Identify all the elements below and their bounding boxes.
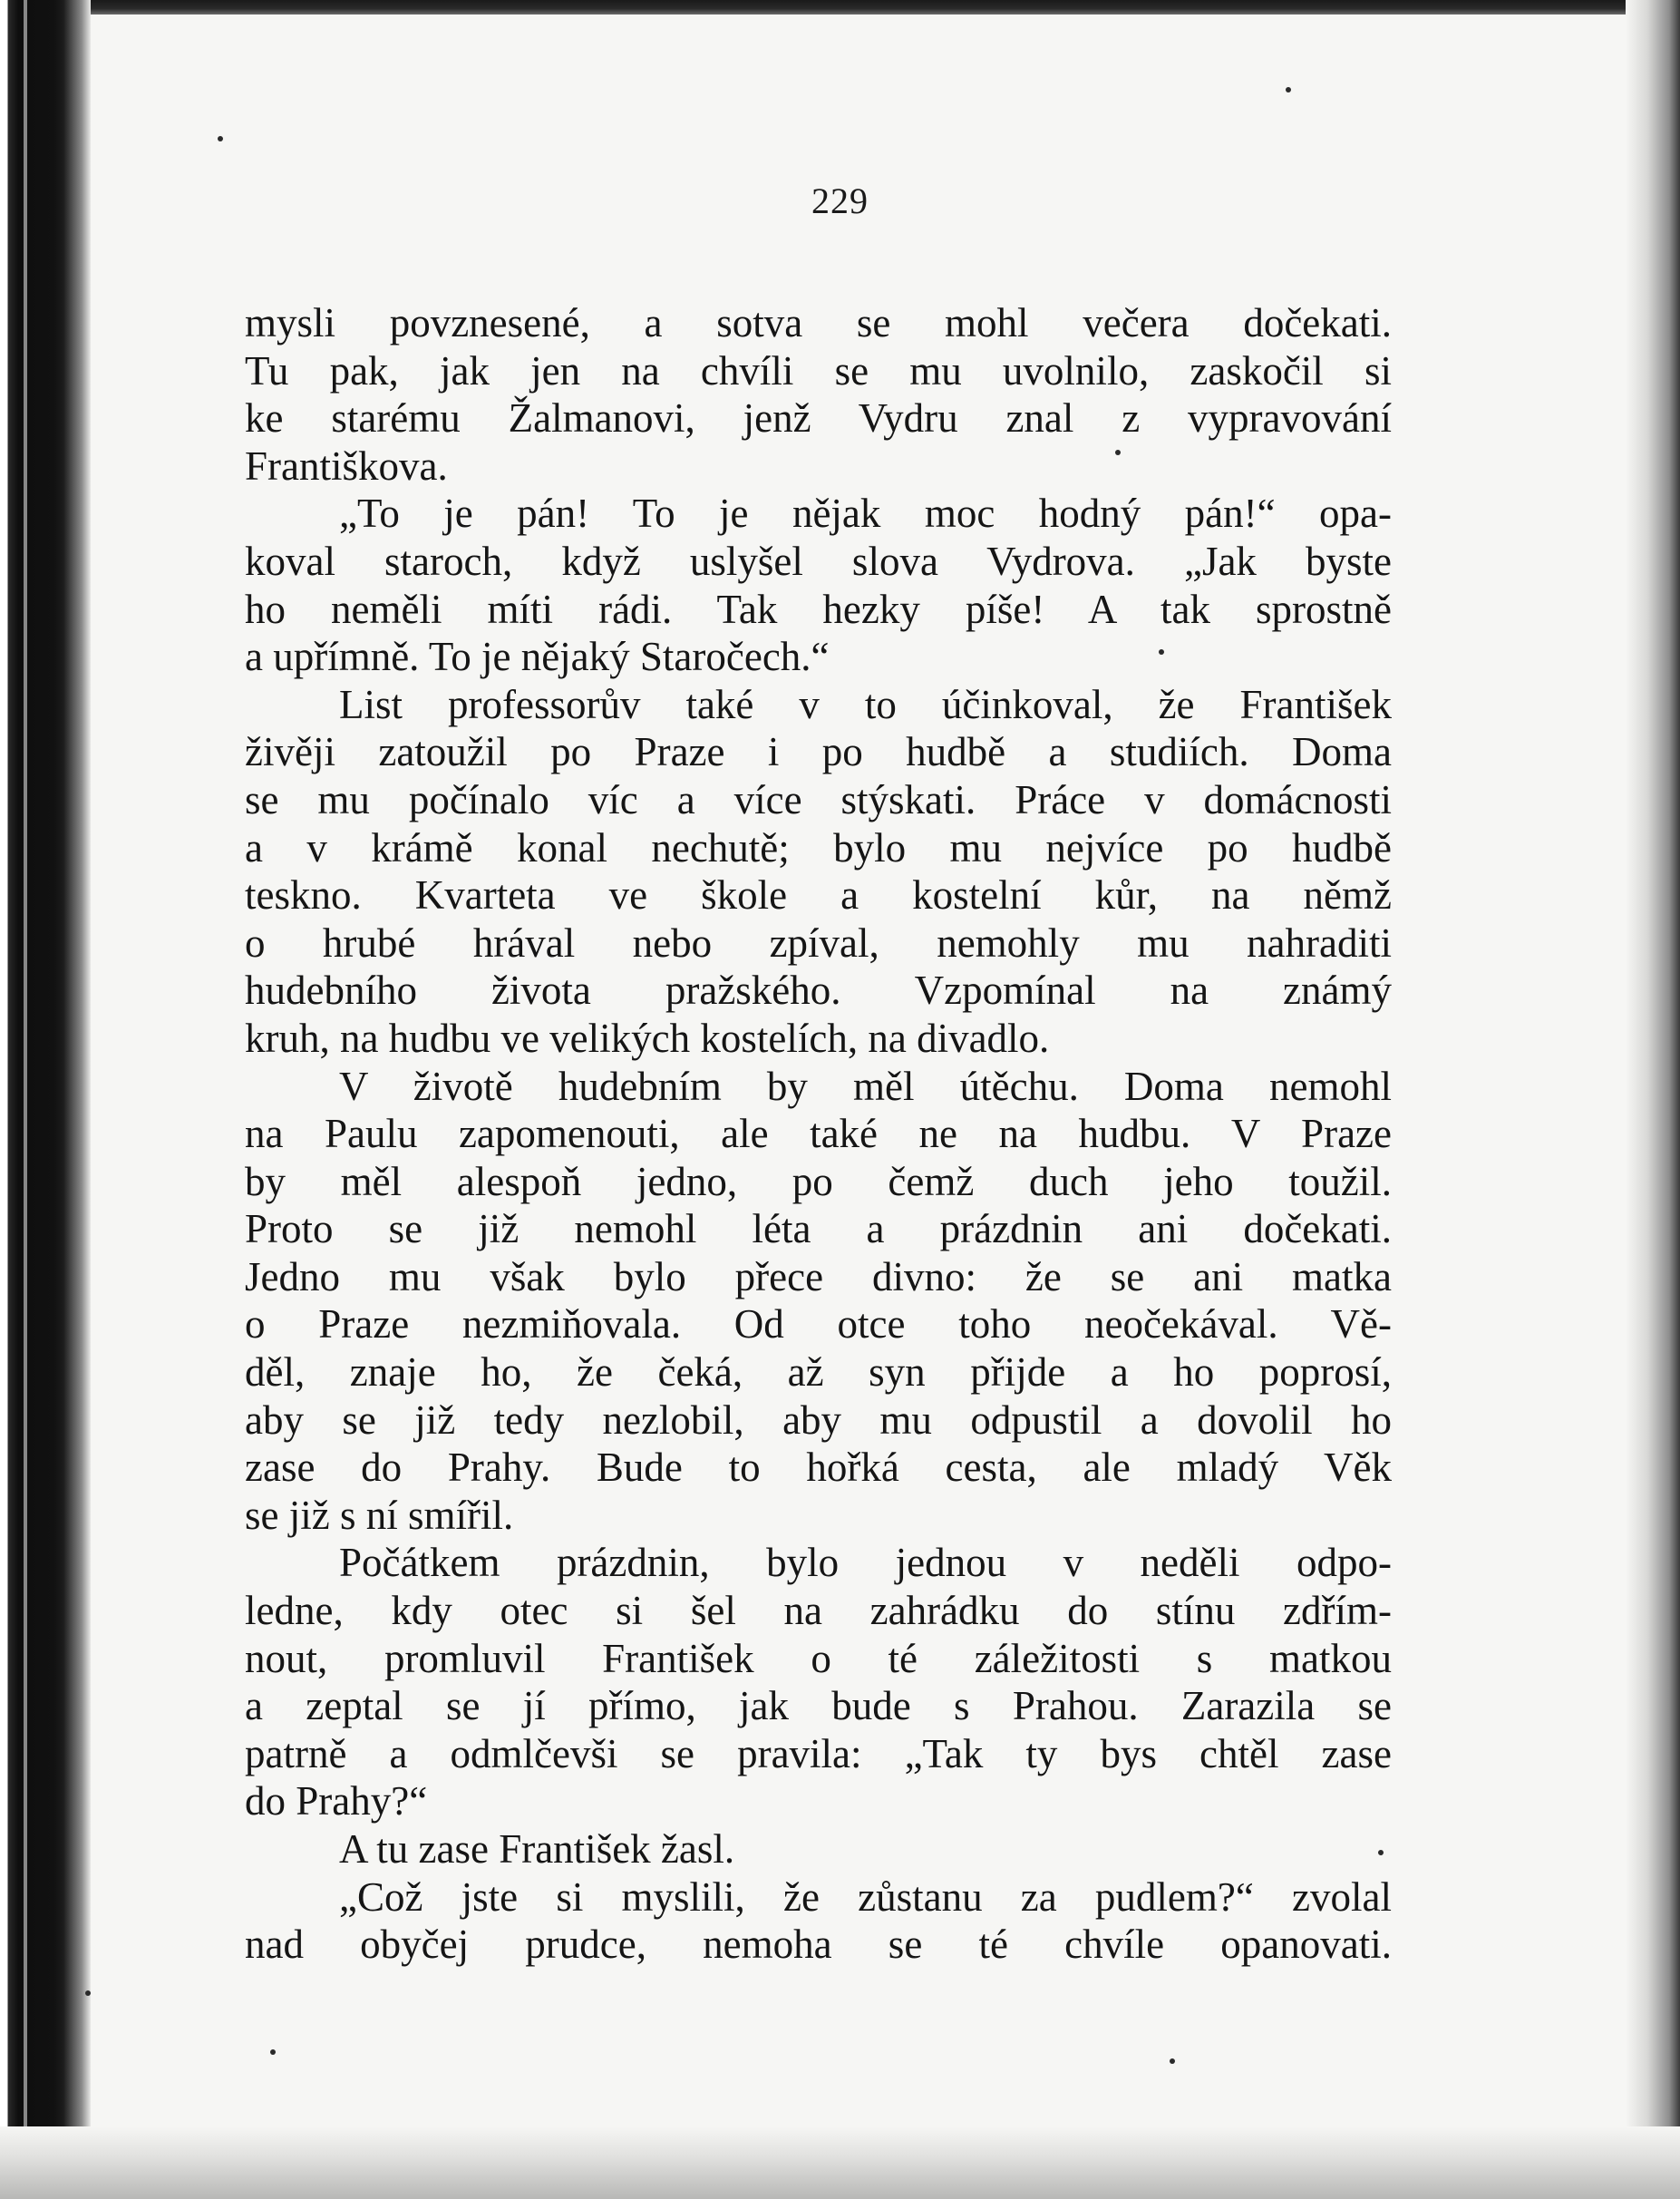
text-line: Proto se již nemohl léta a prázdnin ani dočekati. xyxy=(245,1206,1392,1252)
scan-speck xyxy=(1170,2058,1175,2064)
scan-binding-line xyxy=(24,0,27,2199)
text-line: Jedno mu však bylo přece divno: že se ani matka xyxy=(245,1253,1392,1299)
text-line: nout, promluvil František o té záležitosti s matkou xyxy=(245,1635,1392,1681)
text-line: teskno. Kvarteta ve škole a kostelní kůr, na němž xyxy=(245,872,1392,919)
text-line: „To je pán! To je nějak moc hodný pán!“ opa- xyxy=(339,491,1392,537)
scan-speck xyxy=(1286,87,1291,92)
text-line: živěji zatoužil po Praze i po hudbě a studiích. Doma xyxy=(245,729,1392,775)
scan-right-edge xyxy=(1626,0,1680,2199)
text-line: List professorův také v to účinkoval, že František xyxy=(339,681,1392,727)
text-line: děl, znaje ho, že čeká, až syn přijde a ho poprosí, xyxy=(245,1349,1392,1396)
text-line: patrně a odmlčevši se pravila: „Tak ty bys chtěl zase xyxy=(245,1730,1392,1776)
text-line: se již s ní smířil. xyxy=(245,1492,514,1538)
text-line: do Prahy?“ xyxy=(245,1778,428,1824)
text-line: a zeptal se jí přímo, jak bude s Prahou. Zarazila se xyxy=(245,1683,1392,1729)
text-line: A tu zase František žasl. xyxy=(339,1826,735,1872)
scan-top-edge xyxy=(0,0,1680,15)
text-line: zase do Prahy. Bude to hořká cesta, ale mladý Věk xyxy=(245,1445,1392,1491)
text-line: „Což jste si myslili, že zůstanu za pudlem?“ zvolal xyxy=(339,1873,1392,1920)
text-line: ke starému Žalmanovi, jenž Vydru znal z vypravování xyxy=(245,395,1392,442)
scan-speck xyxy=(85,1990,91,1996)
text-line: aby se již tedy nezlobil, aby mu odpustil a dovolil ho xyxy=(245,1396,1392,1443)
text-line: ledne, kdy otec si šel na zahrádku do stínu zdřím- xyxy=(245,1588,1392,1634)
text-line: se mu počínalo víc a více stýskati. Práce v domácnosti xyxy=(245,776,1392,822)
text-line: nad obyčej prudce, nemoha se té chvíle opanovati. xyxy=(245,1922,1392,1968)
text-line: mysli povznesené, a sotva se mohl večera dočekati. xyxy=(245,300,1392,345)
scan-speck xyxy=(218,136,223,141)
page-number: 229 xyxy=(811,180,869,221)
text-line: hudebního života pražského. Vzpomínal na známý xyxy=(245,968,1392,1014)
text-line: kruh, na hudbu ve velikých kostelích, na divadlo. xyxy=(245,1015,1050,1061)
text-line: na Paulu zapomenouti, ale také ne na hudbu. V Praze xyxy=(245,1111,1392,1157)
scan-bottom-edge xyxy=(0,2126,1680,2199)
text-line: Františkova. xyxy=(245,443,448,489)
text-line: koval staroch, když uslyšel slova Vydrova. „Jak byste xyxy=(245,538,1392,584)
text-line: Tu pak, jak jen na chvíli se mu uvolnilo, zaskočil si xyxy=(245,347,1392,394)
text-line: Počátkem prázdnin, bylo jednou v neděli odpo- xyxy=(339,1540,1392,1586)
text-line: by měl alespoň jedno, po čemž duch jeho toužil. xyxy=(245,1158,1392,1204)
scan-binding-edge xyxy=(0,0,91,2199)
text-line: V životě hudebním by měl útěchu. Doma nemohl xyxy=(339,1063,1392,1109)
scan-speck xyxy=(270,2049,276,2055)
text-line: ho neměli míti rádi. Tak hezky píše! A tak sprostně xyxy=(245,586,1392,632)
text-line: a v krámě konal nechutě; bylo mu nejvíce po hudbě xyxy=(245,824,1392,871)
text-line: a upřímně. To je nějaký Staročech.“ xyxy=(245,634,830,680)
body-text xyxy=(245,299,1392,1969)
text-line: o hrubé hrával nebo zpíval, nemohly mu nahraditi xyxy=(245,919,1392,966)
text-line: o Praze nezmiňovala. Od otce toho neočekával. Vě- xyxy=(245,1301,1392,1348)
